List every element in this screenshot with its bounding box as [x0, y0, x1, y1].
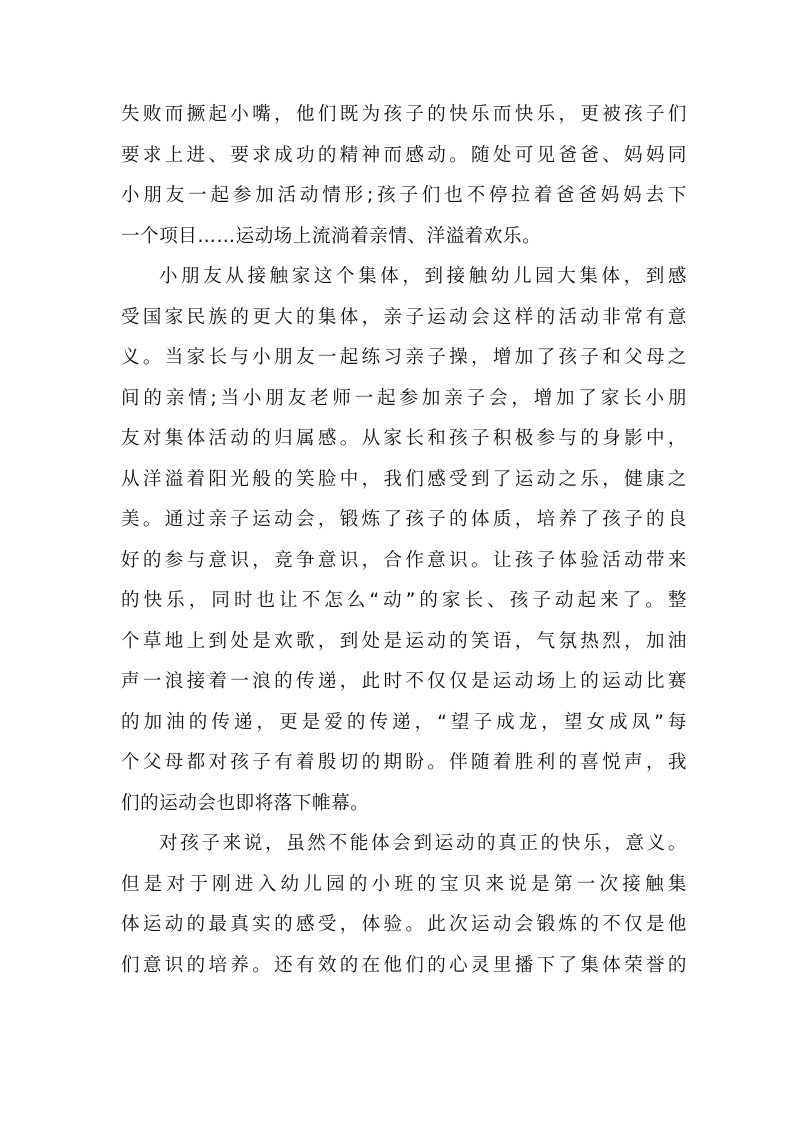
text-line: 友对集体活动的归属感。从家长和孩子积极参与的身影中，: [121, 428, 687, 449]
text-line: 个父母都对孩子有着殷切的期盼。伴随着胜利的喜悦声，我: [121, 752, 687, 773]
text-line: 好的参与意识，竞争意识，合作意识。让孩子体验活动带来: [121, 549, 687, 571]
text-line: 们意识的培养。还有效的在他们的心灵里播下了集体荣誉的: [121, 954, 687, 976]
text-line: 受国家民族的更大的集体，亲子运动会这样的活动非常有意: [121, 306, 687, 328]
text-line: 间的亲情;当小朋友老师一起参加亲子会，增加了家长小朋: [121, 387, 687, 409]
body-text: [121, 95, 687, 986]
text-line: 失败而撅起小嘴，他们既为孩子的快乐而快乐，更被孩子们: [121, 104, 687, 125]
paragraph-start-line: 对孩子来说，虽然不能体会到运动的真正的快乐，意义。: [159, 833, 687, 854]
paragraph-start-line: 小朋友从接触家这个集体，到接触幼儿园大集体，到感: [159, 266, 687, 287]
text-line: 个草地上到处是欢歌，到处是运动的笑语，气氛热烈，加油: [121, 630, 687, 652]
text-line: 体运动的最真实的感受，体验。此次运动会锻炼的不仅是他: [121, 914, 687, 935]
text-line: 一个项目……运动场上流淌着亲情、洋溢着欢乐。: [121, 225, 542, 247]
text-line: 从洋溢着阳光般的笑脸中，我们感受到了运动之乐，健康之: [121, 468, 687, 490]
text-line: 小朋友一起参加活动情形;孩子们也不停拉着爸爸妈妈去下: [121, 185, 687, 206]
text-line: 要求上进、要求成功的精神而感动。随处可见爸爸、妈妈同: [121, 144, 687, 166]
text-line: 们的运动会也即将落下帷幕。: [121, 792, 370, 814]
text-line: 的加油的传递，更是爱的传递，“望子成龙，望女成凤”每: [121, 711, 687, 733]
text-line: 美。通过亲子运动会，锻炼了孩子的体质，培养了孩子的良: [121, 509, 687, 530]
text-line: 的快乐，同时也让不怎么“动”的家长、孩子动起来了。整: [121, 590, 687, 611]
text-line: 但是对于刚进入幼儿园的小班的宝贝来说是第一次接触集: [121, 873, 687, 895]
text-line: 义。当家长与小朋友一起练习亲子操，增加了孩子和父母之: [121, 347, 687, 368]
text-line: 声一浪接着一浪的传递，此时不仅仅是运动场上的运动比赛: [121, 671, 687, 692]
